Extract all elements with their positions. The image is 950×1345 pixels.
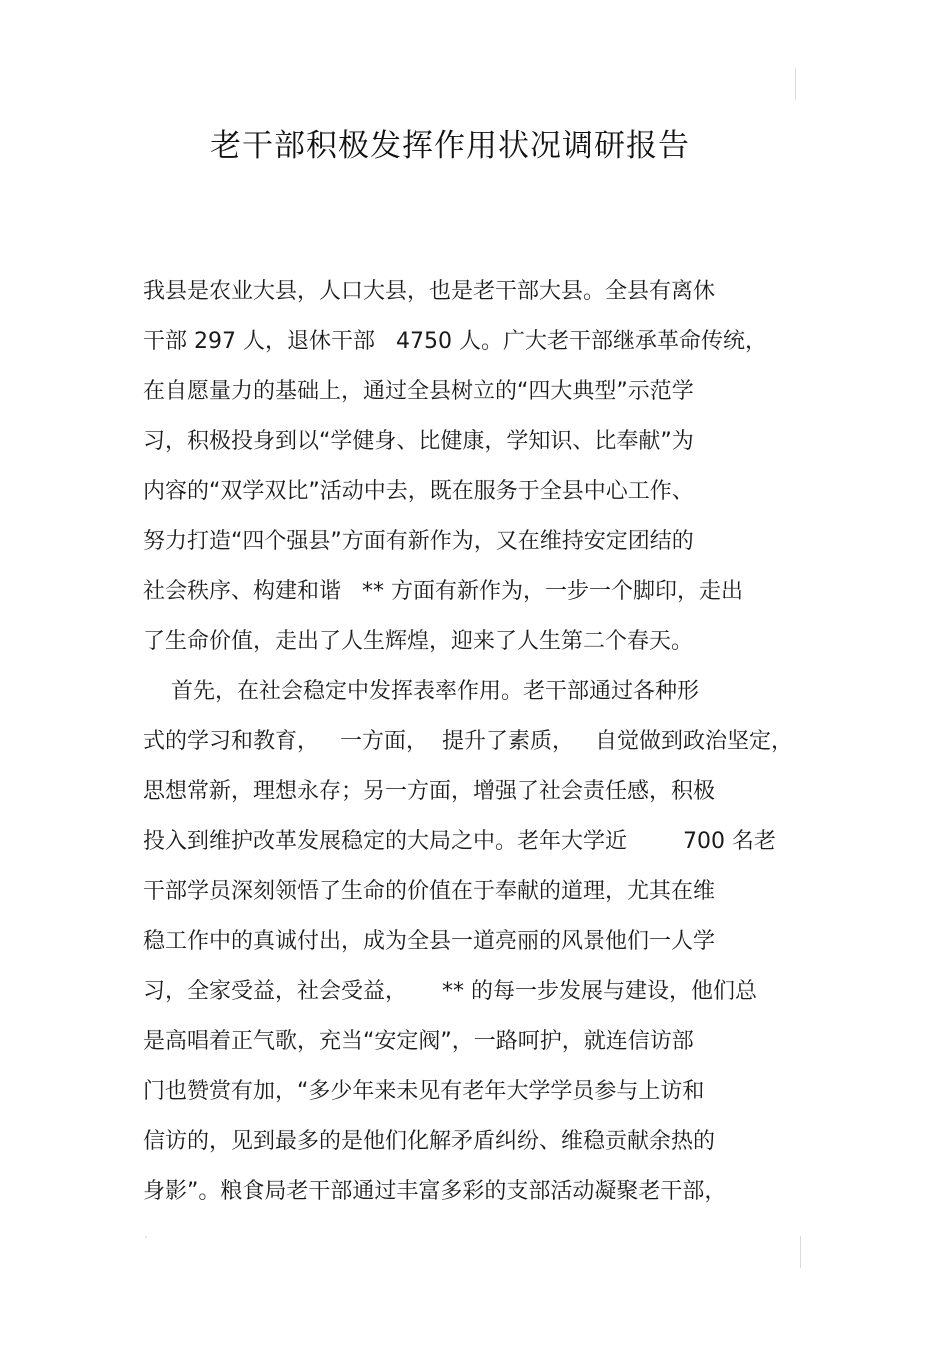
body-line: 我县是农业大县，人口大县，也是老干部大县。全县有离休 — [143, 279, 716, 304]
document-body — [143, 272, 823, 1222]
page-corner-mark — [145, 1236, 147, 1238]
body-line: 习，全家受益，社会受益， ** 的每一步发展与建设，他们总 — [143, 979, 757, 1004]
body-line: 干部学员深刻领悟了生命的价值在于奉献的道理，尤其在维 — [143, 879, 716, 904]
body-line: 社会秩序、构建和谐 ** 方面有新作为，一步一个脚印，走出 — [143, 579, 743, 604]
body-line: 投入到维护改革发展稳定的大局之中。老年大学近 700 名老 — [143, 829, 776, 854]
body-line: 习，积极投身到以“学健身、比健康，学知识、比奉献”为 — [143, 429, 694, 454]
page-corner-mark — [800, 1236, 801, 1268]
body-line: 内容的“双学双比”活动中去，既在服务于全县中心工作、 — [143, 479, 694, 504]
body-line: 稳工作中的真诚付出，成为全县一道亮丽的风景他们一人学 — [143, 929, 716, 954]
body-line: 门也赞赏有加，“多少年来未见有老年大学学员参与上访和 — [143, 1079, 705, 1104]
body-line: 了生命价值，走出了人生辉煌，迎来了人生第二个春天。 — [143, 629, 694, 654]
body-line: 是高唱着正气歌，充当“安定阀”，一路呵护，就连信访部 — [143, 1029, 694, 1054]
body-line: 干部 297 人，退休干部 4750 人。广大老干部继承革命传统， — [143, 329, 767, 354]
body-line: 身影”。粮食局老干部通过丰富多彩的支部活动凝聚老干部， — [143, 1179, 727, 1204]
page-corner-mark — [795, 68, 796, 100]
body-line: 式的学习和教育， 一方面， 提升了素质， 自觉做到政治坚定， — [143, 729, 793, 754]
body-line: 努力打造“四个强县”方面有新作为，又在维持安定团结的 — [143, 529, 694, 554]
body-line: 在自愿量力的基础上，通过全县树立的“四大典型”示范学 — [143, 379, 694, 404]
body-line: 思想常新，理想永存；另一方面，增强了社会责任感，积极 — [143, 779, 716, 804]
document-title: 老干部积极发挥作用状况调研报告 — [210, 128, 690, 164]
body-line: 信访的，见到最多的是他们化解矛盾纠纷、维稳贡献余热的 — [143, 1129, 716, 1154]
body-line: 首先，在社会稳定中发挥表率作用。老干部通过各种形 — [143, 679, 699, 704]
